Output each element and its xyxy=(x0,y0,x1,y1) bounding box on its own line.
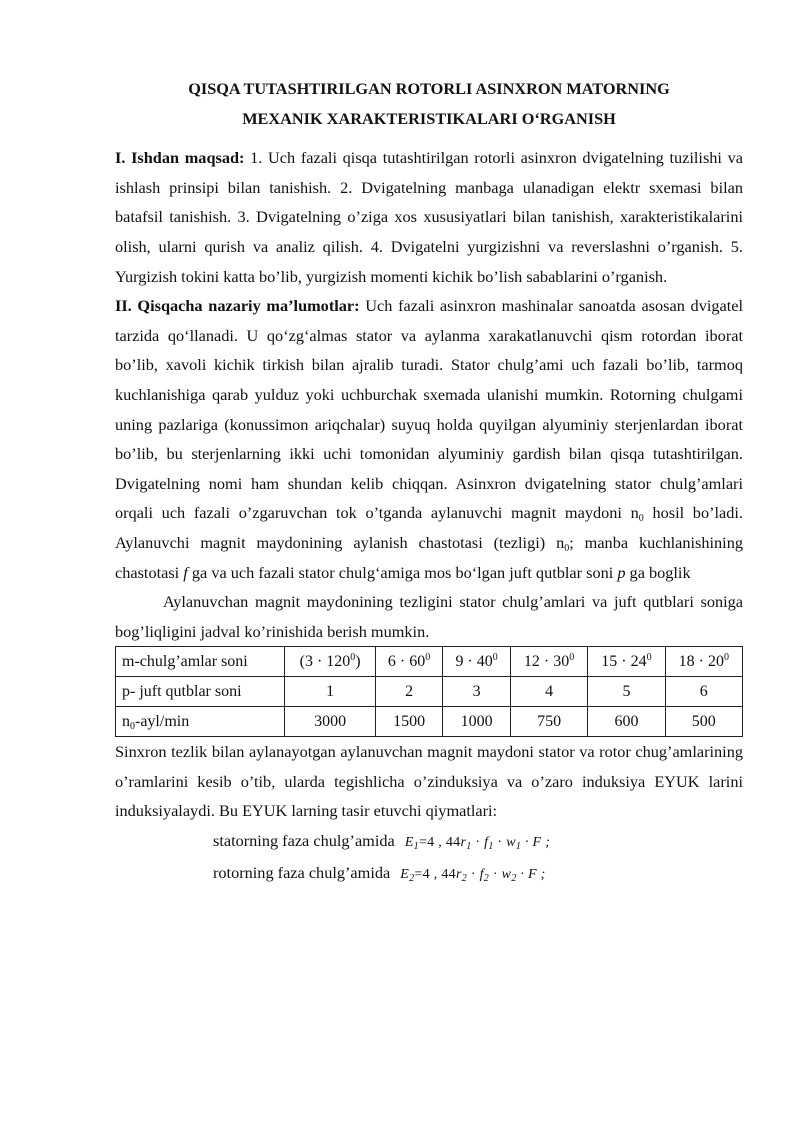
title-line-1: QISQA TUTASHTIRILGAN ROTORLI ASINXRON MATORNING xyxy=(188,79,670,98)
subscript: 0 xyxy=(564,542,570,554)
row-label: $n_0-ayl/\min$ xyxy=(116,707,285,737)
table-cell: $18 \cdot 20^0$ xyxy=(665,647,742,677)
row-label: p- juft qutblar soni xyxy=(116,677,285,707)
table-row xyxy=(116,647,743,677)
table-cell: 2 xyxy=(375,677,443,707)
formula-label: rotorning faza chulg’amida xyxy=(213,862,391,882)
formula-rotor xyxy=(115,858,743,890)
after-table-paragraph: Sinxron tezlik bilan aylanayotgan aylanuvchan magnit maydoni stator va rotor chug’amlarining o’ramlarini kesib o’tib, ularda tegishlicha o’zinduksiya va o’zaro induksiya EYUK larini induksiyalaydi. Bu EYUK larning tasir etuvchi qiymatlari: xyxy=(115,742,743,821)
formula-stator xyxy=(115,826,743,858)
subscript: 0 xyxy=(638,513,644,525)
theory-text-e: ga boglik xyxy=(625,562,691,582)
table-cell: $9 \cdot 40^0$ xyxy=(443,647,511,677)
poles-speed-table xyxy=(115,646,743,737)
table-cell: 3000 xyxy=(285,707,375,737)
table-cell: 6 xyxy=(665,677,742,707)
table-cell: $15 \cdot 24^0$ xyxy=(588,647,665,677)
table-cell: 1000 xyxy=(443,707,511,737)
theory-text-c: ; manba kuchlanishining chastotasi xyxy=(115,532,743,582)
table-cell: 750 xyxy=(510,707,587,737)
table-cell: 600 xyxy=(588,707,665,737)
table-cell: 5 xyxy=(588,677,665,707)
objective-paragraph xyxy=(115,143,743,291)
theory-text-d: ga va uch fazali stator chulg‘amiga mos bo‘lgan juft qutblar soni xyxy=(187,562,618,582)
formula-label: statorning faza chulg’amida xyxy=(213,831,395,851)
theory-paragraph xyxy=(115,291,743,587)
objective-text: 1. Uch fazali qisqa tutashtirilgan rotorli asinxron dvigatelning tuzilishi va ishlash prinsipi bilan tanishish. 2. Dvigatelning manbaga ulanadigan elektr sxemasi bilan batafsil tanishish. 3. Dvigatelning o’ziga xos xususiyatlari bilan tanishish, xarakteristikalarini olish, ularni qurish va analiz qilish. 4. Dvigatelni yurgizishni va reverslashni o’rganish. 5. Yurgizish tokini katta bo’lib, yurgizish momenti kichik bo’lish sabablarini o’rganish. xyxy=(115,148,743,286)
table-row xyxy=(116,707,743,737)
formula-expression: $E_1=4$ , $44r_1 \cdot f_1 \cdot w_1 \cdot F$ ; xyxy=(404,835,551,853)
table-cell: 3 xyxy=(443,677,511,707)
table-cell: $6 \cdot 60^0$ xyxy=(375,647,443,677)
theory-heading: II. Qisqacha nazariy ma’lumotlar: xyxy=(115,296,360,316)
table-cell: 1 xyxy=(285,677,375,707)
theory-text-b: hosil bo’ladi. Aylanuvchi magnit maydonining aylanish chastotasi (tezligi) n xyxy=(115,503,743,552)
table-cell: 1500 xyxy=(375,707,443,737)
table-cell: 500 xyxy=(665,707,742,737)
table-cell: 4 xyxy=(510,677,587,707)
table-intro-paragraph: Aylanuvchan magnit maydonining tezligini stator chulg’amlari va juft qutblari soniga bog’liqligini jadval ko’rinishida berish mumkin. xyxy=(115,592,743,641)
objective-heading: I. Ishdan maqsad: xyxy=(115,148,245,168)
symbol-p: p xyxy=(617,562,626,582)
table-cell: $(3 \cdot 120^0)$ xyxy=(285,647,375,677)
table-cell: $12 \cdot 30^0$ xyxy=(510,647,587,677)
theory-text-a: Uch fazali asinxron mashinalar sanoatda asosan dvigatel tarzida qo‘llanadi. U qo‘zg‘almas stator va aylanma xarakatlanuvchi qism rotordan iborat bo’lib, xavoli kichik tirkish bilan ajralib turadi. Stator chulg’ami uch fazali bo’lib, tarmoq kuchlanishiga qarab yulduz yoki uchburchak sxemada ulanishi mumkin. Rotorning chulgami uning pazlariga (konussimon ariqchalar) suyuq holda quyilgan alyuminiy sterjenlardan iborat bo’lib, bu sterjenlarning ikki uchi tomonidan alyuminiy gardish bilan qisqa tutashtirilgan. Dvigatelning nomi ham shundan kelib chiqqan. Asinxron dvigatelning stator chulg’amlari orqali uch fazali o’zgaruvchan tok o’tganda aylanuvchi magnit maydoni n xyxy=(115,296,744,523)
formula-expression: $E_2=4$ , $44r_2 \cdot f_2 \cdot w_2 \cdot F$ ; xyxy=(400,866,546,884)
title-line-2: MEXANIK XARAKTERISTIKALARI O‘RGANISH xyxy=(242,108,616,128)
symbol-f: f xyxy=(183,562,188,582)
table-row xyxy=(116,677,743,707)
row-label: m-chulg’amlar soni xyxy=(116,647,285,677)
document-title xyxy=(115,74,743,133)
